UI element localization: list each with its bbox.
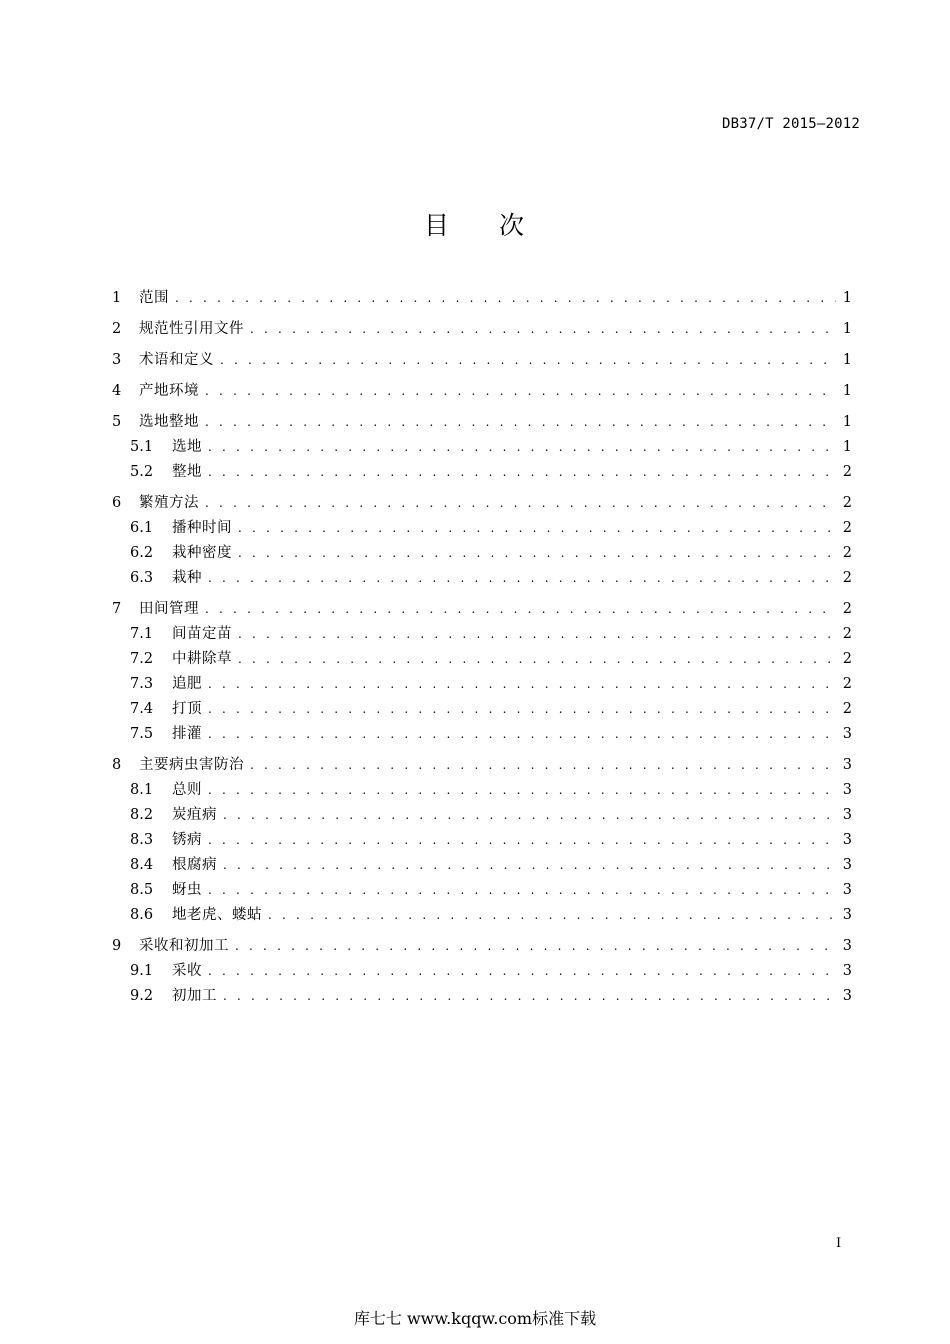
toc-entry-label: 排灌 [172,726,202,742]
toc-entry-page: 2 [842,651,852,667]
toc-entry-number: 7 [112,601,122,617]
toc-entry-number: 7.2 [130,651,154,667]
toc-entry[interactable] [112,828,852,853]
toc-entry-page: 3 [842,882,852,898]
toc-dot-leader [208,697,836,722]
toc-entry[interactable] [112,379,852,404]
toc-entry[interactable] [112,348,852,373]
toc-entry-page: 2 [842,626,852,642]
toc-entry-label: 根腐病 [172,857,217,873]
toc-entry-page: 1 [842,414,852,430]
toc-dot-leader [208,959,836,984]
toc-entry-page: 2 [842,676,852,692]
toc-entry-label: 采收和初加工 [139,938,229,954]
toc-entry-number: 7.3 [130,676,154,692]
toc-dot-leader [220,348,836,373]
page-title [0,206,950,242]
toc-entry-label: 总则 [172,782,202,798]
toc-dot-leader [250,317,836,342]
toc-entry-page: 2 [842,601,852,617]
toc-entry-number: 6.1 [130,520,154,536]
toc-dot-leader [238,541,836,566]
toc-entry-number: 7.4 [130,701,154,717]
toc-entry-number: 8 [112,757,122,773]
toc-dot-leader [175,286,836,311]
toc-dot-leader [235,934,836,959]
toc-entry-label: 地老虎、蝼蛄 [172,907,262,923]
toc-dot-leader [208,460,836,485]
toc-dot-leader [238,516,836,541]
toc-entry-number: 6.3 [130,570,154,586]
toc-entry-number: 5.2 [130,464,154,480]
toc-entry-page: 3 [842,907,852,923]
toc-dot-leader [208,672,836,697]
toc-entry-label: 栽种 [172,570,202,586]
toc-entry-label: 栽种密度 [172,545,232,561]
toc-entry-page: 3 [842,807,852,823]
toc-entry-label: 繁殖方法 [139,495,199,511]
toc-dot-leader [208,828,836,853]
document-code: DB37/T 2015—2012 [721,116,860,132]
toc-entry[interactable] [112,934,852,959]
toc-entry-number: 8.6 [130,907,154,923]
toc-dot-leader [223,984,836,1009]
toc-entry[interactable] [112,435,852,460]
toc-entry[interactable] [112,672,852,697]
toc-entry-label: 炭疽病 [172,807,217,823]
toc-dot-leader [205,379,836,404]
toc-entry-label: 锈病 [172,832,202,848]
toc-entry[interactable] [112,566,852,591]
toc-entry-page: 3 [842,832,852,848]
page-number: I [836,1236,842,1251]
toc-dot-leader [208,435,836,460]
toc-dot-leader [223,803,836,828]
footer-watermark: 库七七 www.kqqw.com标准下载 [353,1309,597,1328]
toc-entry[interactable] [112,286,852,311]
toc-entry-label: 采收 [172,963,202,979]
toc-entry-label: 整地 [172,464,202,480]
toc-entry[interactable] [112,722,852,747]
toc-entry-number: 3 [112,352,122,368]
toc-entry-label: 选地 [172,439,202,455]
toc-entry-label: 初加工 [172,988,217,1004]
toc-entry-page: 3 [842,963,852,979]
toc-entry[interactable] [112,903,852,928]
table-of-contents [112,286,852,1009]
toc-entry[interactable] [112,853,852,878]
toc-entry-page: 2 [842,701,852,717]
toc-entry-number: 8.3 [130,832,154,848]
toc-entry[interactable] [112,697,852,722]
toc-entry[interactable] [112,878,852,903]
toc-entry-label: 打顶 [172,701,202,717]
toc-dot-leader [208,878,836,903]
toc-entry[interactable] [112,959,852,984]
toc-entry[interactable] [112,753,852,778]
toc-entry-label: 选地整地 [139,414,199,430]
toc-entry-number: 1 [112,290,122,306]
toc-entry-number: 7.5 [130,726,154,742]
toc-entry-number: 9 [112,938,122,954]
toc-dot-leader [268,903,836,928]
toc-entry-number: 8.1 [130,782,154,798]
toc-dot-leader [205,597,836,622]
toc-dot-leader [250,753,836,778]
toc-entry-number: 6 [112,495,122,511]
toc-entry-label: 田间管理 [139,601,199,617]
toc-dot-leader [238,647,836,672]
toc-entry[interactable] [112,803,852,828]
toc-entry-page: 1 [842,352,852,368]
toc-entry-page: 3 [842,938,852,954]
toc-entry-page: 2 [842,495,852,511]
toc-entry-label: 范围 [139,290,169,306]
toc-entry-number: 4 [112,383,122,399]
toc-entry-page: 1 [842,290,852,306]
title-part-2: 次 [499,211,527,240]
toc-entry-page: 1 [842,383,852,399]
toc-entry-number: 9.2 [130,988,154,1004]
toc-entry-number: 8.4 [130,857,154,873]
toc-entry[interactable] [112,622,852,647]
toc-dot-leader [238,622,836,647]
toc-entry-number: 5 [112,414,122,430]
toc-entry[interactable] [112,317,852,342]
toc-entry-label: 蚜虫 [172,882,202,898]
toc-entry-number: 8.5 [130,882,154,898]
toc-dot-leader [208,778,836,803]
toc-entry-label: 主要病虫害防治 [139,757,244,773]
toc-dot-leader [205,491,836,516]
toc-entry[interactable] [112,460,852,485]
toc-entry-label: 追肥 [172,676,202,692]
toc-entry[interactable] [112,984,852,1009]
toc-entry-number: 6.2 [130,545,154,561]
toc-entry-number: 8.2 [130,807,154,823]
toc-entry-page: 2 [842,545,852,561]
toc-entry[interactable] [112,410,852,435]
toc-entry-page: 2 [842,570,852,586]
toc-entry-page: 2 [842,520,852,536]
toc-entry-label: 间苗定苗 [172,626,232,642]
toc-entry[interactable] [112,597,852,622]
toc-entry[interactable] [112,541,852,566]
toc-entry-page: 3 [842,857,852,873]
toc-entry[interactable] [112,491,852,516]
toc-entry-page: 3 [842,782,852,798]
toc-entry-label: 规范性引用文件 [139,321,244,337]
toc-dot-leader [208,566,836,591]
toc-entry-number: 7.1 [130,626,154,642]
toc-entry-label: 术语和定义 [139,352,214,368]
toc-entry[interactable] [112,778,852,803]
toc-dot-leader [223,853,836,878]
toc-entry-page: 1 [842,439,852,455]
toc-entry-label: 中耕除草 [172,651,232,667]
toc-entry-page: 3 [842,757,852,773]
toc-entry-number: 9.1 [130,963,154,979]
toc-dot-leader [208,722,836,747]
toc-dot-leader [205,410,836,435]
toc-entry-label: 产地环境 [139,383,199,399]
toc-entry-number: 2 [112,321,122,337]
toc-entry-page: 3 [842,726,852,742]
toc-entry[interactable] [112,516,852,541]
toc-entry-page: 2 [842,464,852,480]
toc-entry-label: 播种时间 [172,520,232,536]
toc-entry-number: 5.1 [130,439,154,455]
toc-entry-page: 3 [842,988,852,1004]
toc-entry[interactable] [112,647,852,672]
toc-entry-page: 1 [842,321,852,337]
title-part-1: 目 [423,211,451,240]
